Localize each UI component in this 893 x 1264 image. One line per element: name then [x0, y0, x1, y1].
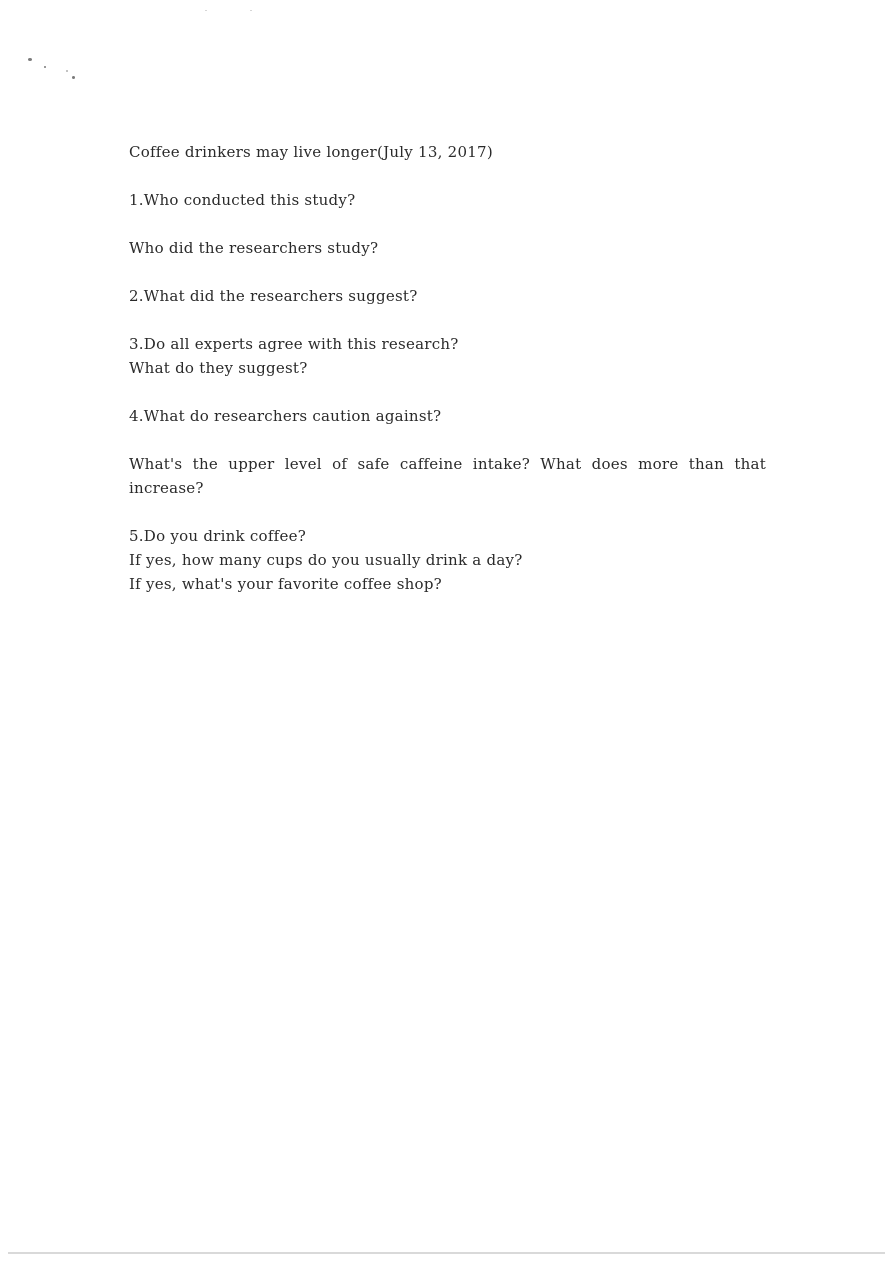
question-1-block [129, 188, 766, 212]
scan-speck [44, 66, 46, 68]
question-2-block [129, 284, 766, 308]
question-5: 5.Do you drink coffee? [129, 527, 306, 545]
scan-speck [250, 10, 252, 11]
question-1: 1.Who conducted this study? [129, 191, 356, 209]
question-3-block [129, 332, 766, 380]
question-4b-line-2: increase? [129, 479, 204, 497]
question-5-block [129, 524, 766, 596]
question-1b-block [129, 236, 766, 260]
question-1b: Who did the researchers study? [129, 239, 379, 257]
worksheet-content [129, 140, 766, 620]
question-3b: What do they suggest? [129, 359, 308, 377]
question-5b: If yes, how many cups do you usually drink a day? [129, 551, 523, 569]
scan-speck [28, 58, 32, 61]
scan-speck [205, 10, 207, 11]
scan-speck [72, 76, 75, 79]
worksheet-title: Coffee drinkers may live longer(July 13, 2017) [129, 143, 493, 161]
question-4: 4.What do researchers caution against? [129, 407, 442, 425]
question-4-block [129, 404, 766, 428]
scan-speck [66, 70, 68, 72]
question-4b-line-1: What's the upper level of safe caffeine intake? What does more than that [129, 455, 766, 473]
question-2: 2.What did the researchers suggest? [129, 287, 418, 305]
worksheet-title-block [129, 140, 766, 164]
question-5c: If yes, what's your favorite coffee shop? [129, 575, 442, 593]
scan-bottom-edge [8, 1252, 885, 1254]
question-4b-block [129, 452, 766, 500]
question-3: 3.Do all experts agree with this research? [129, 335, 459, 353]
